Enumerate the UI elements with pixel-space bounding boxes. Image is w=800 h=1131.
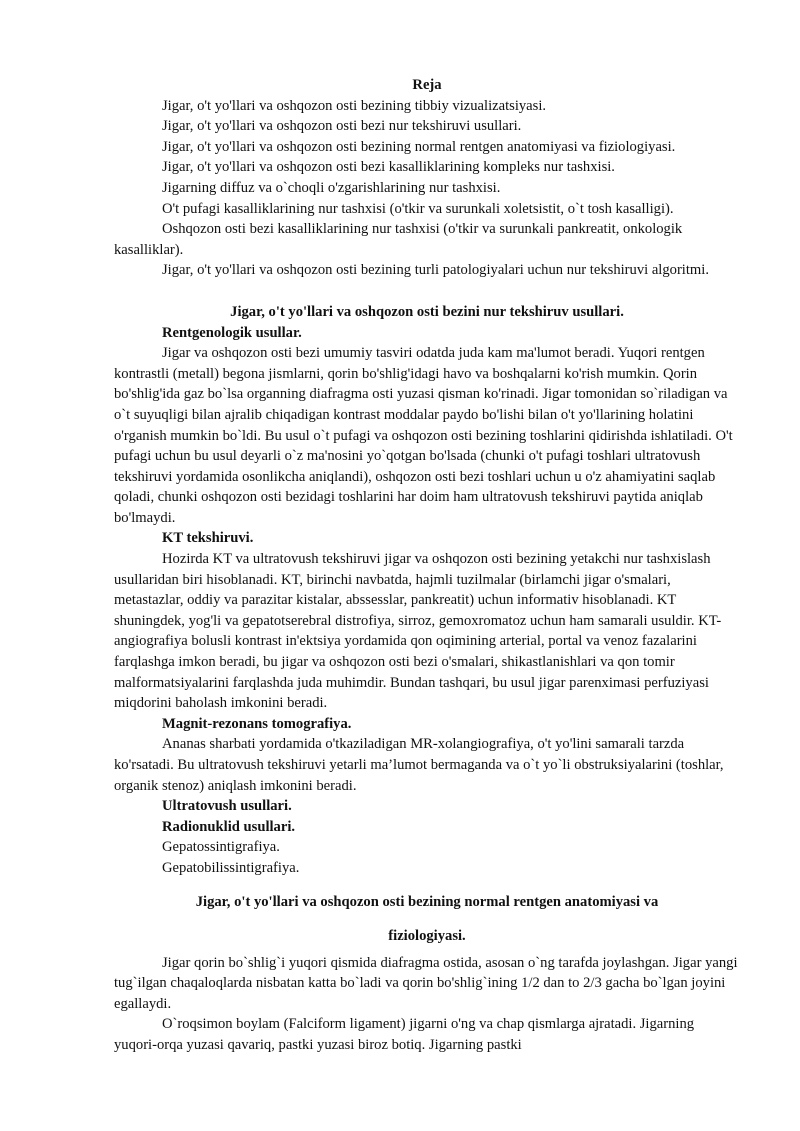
section-title (114, 885, 740, 953)
section-title-line: Jigar, o't yo'llari va oshqozon osti bezining normal rentgen anatomiyasi va (195, 893, 659, 910)
subheading: Radionuklid usullari. (162, 818, 296, 835)
paragraph: O`roqsimon boylam (Falciform ligament) jigarni o'ng va chap qismlarga ajratadi. Jigarning yuqori-orqa yuzasi qavariq, pastki yuzasi biroz botiq. Jigarning pastki (114, 1016, 695, 1053)
subheading: Magnit-rezonans tomografiya. (162, 715, 352, 732)
plan-title: Reja (412, 77, 442, 93)
subheading: KT tekshiruvi. (162, 530, 254, 547)
plan-item: Jigar, o't yo'llari va oshqozon osti bezining tibbiy vizualizatsiyasi. (162, 97, 547, 114)
section-title-line: fiziologiyasi. (388, 927, 466, 944)
plan-item: Jigarning diffuz va o`choqli o'zgarishlarining nur tashxisi. (162, 179, 501, 196)
document-content (114, 75, 740, 1056)
plan-item: Jigar, o't yo'llari va oshqozon osti bezi nur tekshiruvi usullari. (162, 118, 522, 135)
plan-item: Oshqozon osti bezi kasalliklarining nur tashxisi (o'tkir va surunkali pankreatit, onkologik kasalliklar). (114, 221, 683, 258)
plan-item: Jigar, o't yo'llari va oshqozon osti bezi kasalliklarining kompleks nur tashxisi. (162, 159, 615, 176)
list-item: Gepatobilissintigrafiya. (162, 859, 300, 876)
paragraph: Jigar qorin bo`shlig`i yuqori qismida diafragma ostida, asosan o`ng tarafda joylashgan. Jigar yangi tug`ilgan chaqaloqlarda nisbatan katta bo`ladi va qorin bo'shlig`ining 1/2 dan to 2/3 gacha bo`lgan joyini egallaydi. (114, 954, 738, 1012)
plan-item: Jigar, o't yo'llari va oshqozon osti bezining normal rentgen anatomiyasi va fiziologiyasi. (162, 138, 676, 155)
paragraph: Ananas sharbati yordamida o'tkaziladigan MR-xolangiografiya, o't yo'lini samarali tarzda ko'rsatadi. Bu ultratovush tekshiruvi yetarli ma’lumot bermaganda va o`t yo`li obstruksiyalarini (toshlar, organik stenoz) aniqlash imkonini beradi. (114, 736, 724, 794)
plan-item: O't pufagi kasalliklarining nur tashxisi (o'tkir va surunkali xoletsistit, o`t tosh kasalligi). (162, 200, 674, 217)
paragraph: Jigar va oshqozon osti bezi umumiy tasviri odatda juda kam ma'lumot beradi. Yuqori rentgen kontrastli (metall) begona jismlarni, qorin bo'shlig'idagi havo va boshqalarni ko'rish mumkin. Qorin bo'shlig'ida gaz bo`lsa organning diafragma osti yuzasi qisman ko'rinadi. Jigar tomonidan so`riladigan va o`t suyuqligi bilan ajralib chiqadigan kontrast moddalar paydo bo'lishi bilan o't yo'llarining holatini o'rganish mumkin bo`ldi. Bu usul o`t pufagi va oshqozon osti bezining toshlarini qidirishda ishlatiladi. O't pufagi uchun bu usul deyarli o`z ma'nosini yo`qotgan bo'lsada (chunki o't pufagi toshlari ultratovush tekshiruvi yordamida osonlikcha aniqlandi), oshqozon osti bezi toshlari uchun u o'z ahamiyatini saqlab qoladi, chunki oshqozon osti bezidagi toshlarini har doim ham ultratovush tekshiruvi paytida aniqlab bo'lmaydi. (114, 345, 733, 526)
plan-list (114, 96, 740, 281)
subheading: Rentgenologik usullar. (162, 324, 302, 341)
paragraph: Hozirda KT va ultratovush tekshiruvi jigar va oshqozon osti bezining yetakchi nur tashxislash usullaridan biri hisoblanadi. KT, birinchi navbatda, hajmli tuzilmalar (birlamchi jigar o'smalari, metastazlar, oddiy va parazitar kistalar, abssesslar, pankreatit) uchun informativ hisoblanadi. KT shuningdek, yog'li va gepatotserebral distrofiya, sirroz, gemoxromatoz uchun ham samarali usuldir. KT-angiografiya bolusli kontrast in'ektsiya yordamida qon oqimining arterial, portal va venoz fazalarini farqlashga imkon beradi, bu jigar va oshqozon osti bezi o'smalari, shikastlanishlari va qon tomir malformatsiyalarini farqlashda juda muhimdir. Bundan tashqari, bu usul jigar parenximasi perfuziyasi miqdorini baholash imkonini beradi. (114, 551, 722, 712)
list-item: Gepatossintigrafiya. (162, 839, 280, 856)
subheading: Ultratovush usullari. (162, 798, 292, 815)
plan-item: Jigar, o't yo'llari va oshqozon osti bezining turli patologiyalari uchun nur tekshiruvi algoritmi. (162, 262, 709, 279)
section-title: Jigar, o't yo'llari va oshqozon osti bezini nur tekshiruv usullari. (230, 303, 624, 320)
